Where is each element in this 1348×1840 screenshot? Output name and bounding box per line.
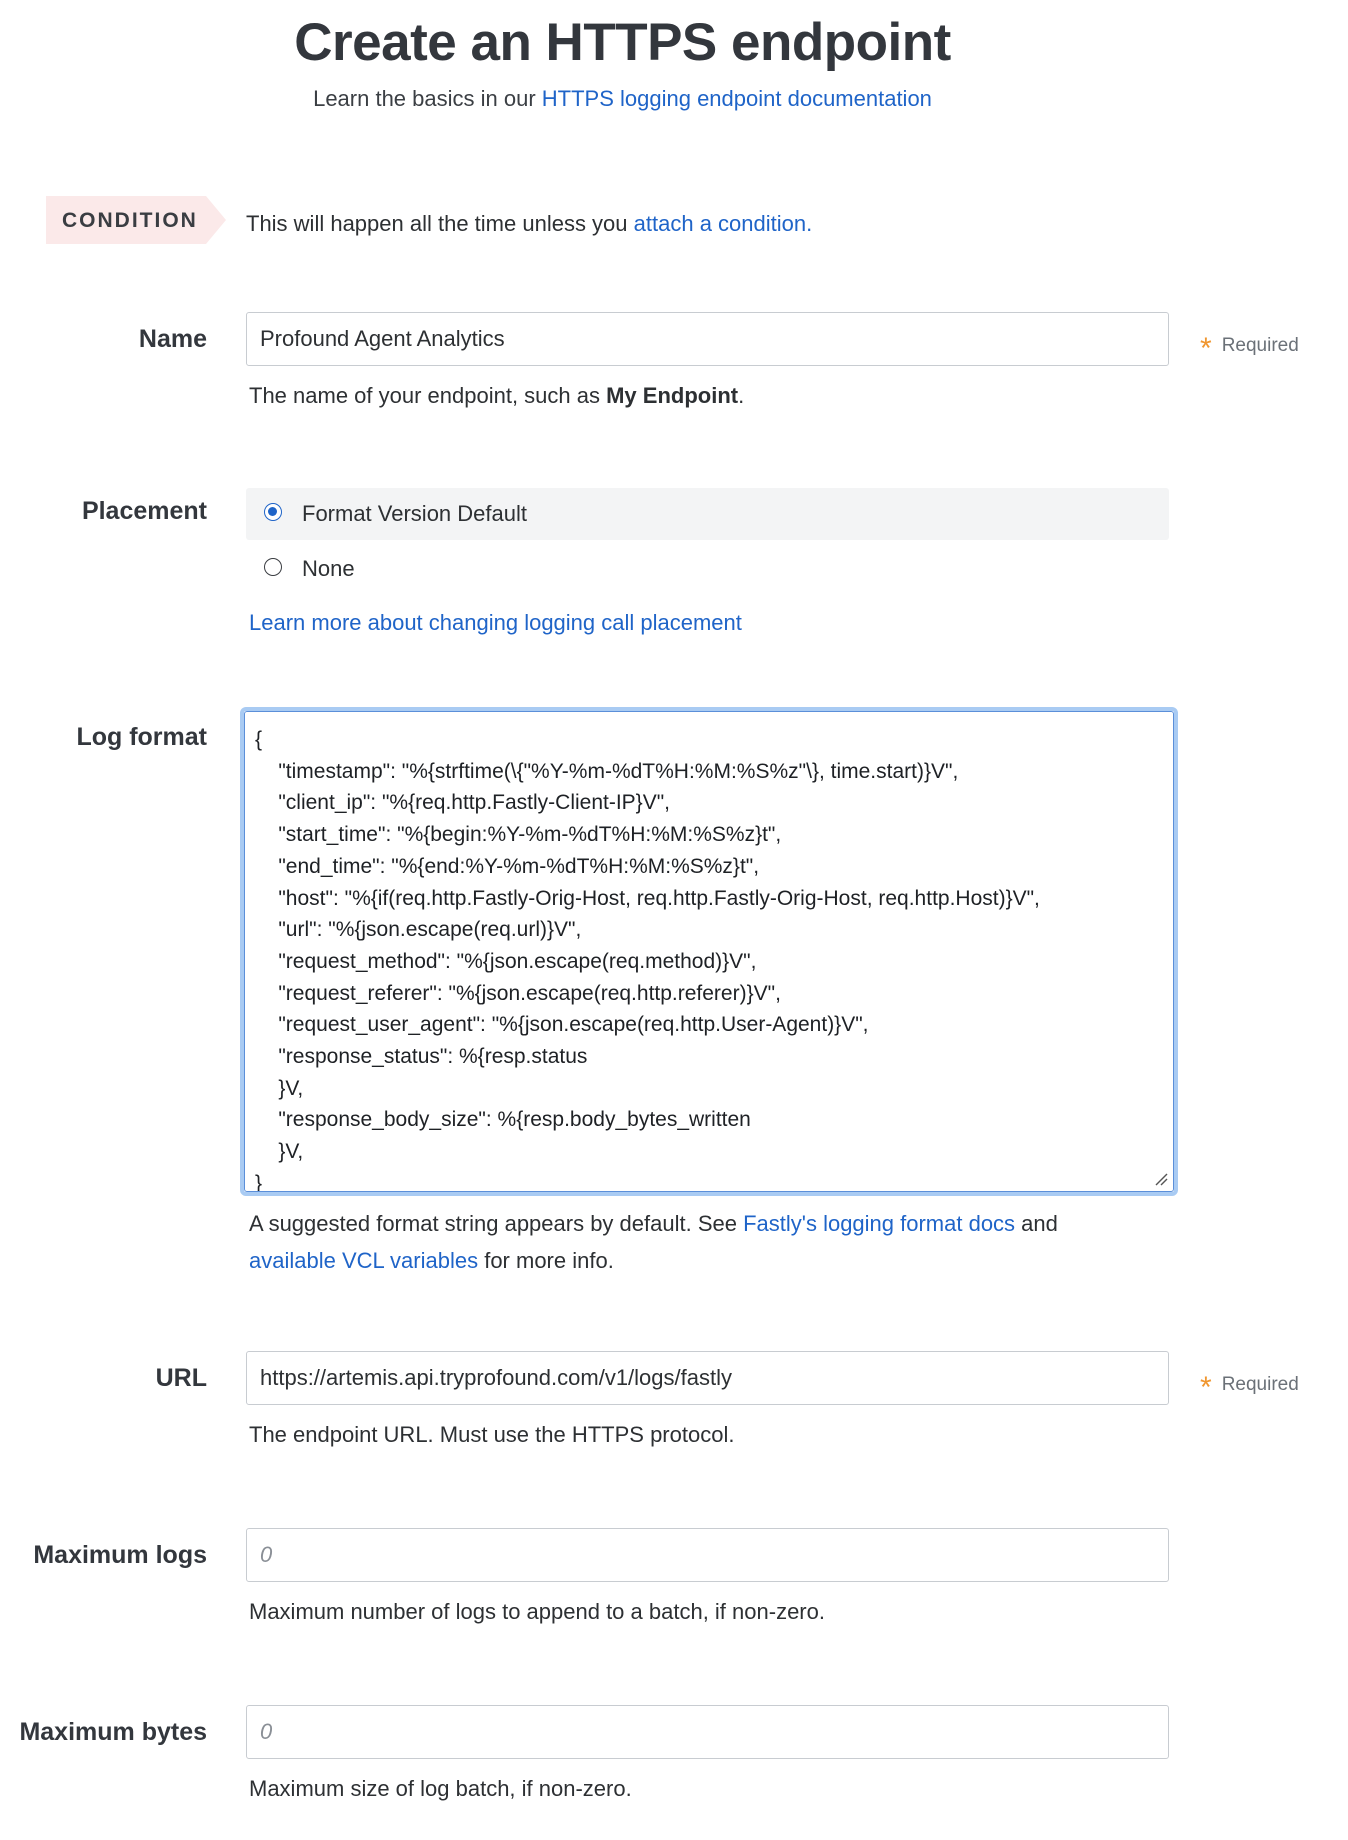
max-logs-input[interactable] (246, 1528, 1169, 1582)
name-help (249, 377, 744, 414)
placement-option-format-version-default[interactable] (246, 488, 1169, 540)
placement-option-label: Format Version Default (302, 501, 527, 526)
url-input[interactable] (246, 1351, 1169, 1405)
radio-selected-icon[interactable] (264, 503, 282, 521)
max-logs-help: Maximum number of logs to append to a batch, if non-zero. (249, 1599, 825, 1624)
log-format-label: Log format (76, 723, 207, 751)
name-help-prefix: The name of your endpoint, such as (249, 383, 607, 408)
url-label: URL (155, 1364, 207, 1392)
log-format-help (249, 1205, 1179, 1279)
required-star-icon: * (1200, 332, 1212, 365)
placement-learn-more-link[interactable]: Learn more about changing logging call placement (249, 610, 742, 635)
placement-label: Placement (81, 497, 207, 525)
subtitle-text: Learn the basics in our (313, 86, 542, 111)
resize-handle-icon[interactable] (1154, 1172, 1168, 1186)
page-title: Create an HTTPS endpoint (294, 13, 951, 72)
max-bytes-help: Maximum size of log batch, if non-zero. (249, 1776, 632, 1801)
url-required (1200, 1364, 1299, 1404)
name-required (1200, 325, 1299, 365)
log-format-help-prefix: A suggested format string appears by default. See (249, 1211, 744, 1236)
attach-condition-link[interactable]: attach a condition. (633, 211, 813, 236)
logging-format-docs-link[interactable]: Fastly's logging format docs (743, 1211, 1016, 1236)
placement-option-none[interactable] (246, 543, 1169, 595)
condition-tag (46, 196, 214, 244)
condition-text (246, 211, 812, 237)
log-format-textarea[interactable] (244, 711, 1174, 1192)
name-label: Name (138, 325, 207, 353)
name-input[interactable] (246, 312, 1169, 366)
required-label: Required (1221, 1374, 1299, 1395)
url-help: The endpoint URL. Must use the HTTPS protocol. (249, 1422, 735, 1447)
radio-unselected-icon[interactable] (264, 558, 282, 576)
max-logs-label: Maximum logs (33, 1541, 207, 1569)
max-bytes-input[interactable] (246, 1705, 1169, 1759)
log-format-help-suffix: for more info. (478, 1248, 614, 1273)
name-help-suffix: . (738, 383, 745, 408)
vcl-variables-link[interactable]: available VCL variables (249, 1248, 479, 1273)
log-format-focus-ring (240, 707, 1178, 1196)
condition-tag-label: CONDITION (62, 209, 198, 232)
log-format-help-mid: and (1015, 1211, 1058, 1236)
placement-option-label: None (302, 556, 355, 581)
documentation-link[interactable]: HTTPS logging endpoint documentation (541, 86, 932, 111)
condition-text-prefix: This will happen all the time unless you (246, 211, 634, 236)
max-bytes-label: Maximum bytes (19, 1718, 207, 1746)
page-subtitle (0, 86, 1245, 112)
name-help-example: My Endpoint (606, 383, 739, 408)
required-star-icon: * (1200, 1371, 1212, 1404)
required-label: Required (1221, 335, 1299, 356)
